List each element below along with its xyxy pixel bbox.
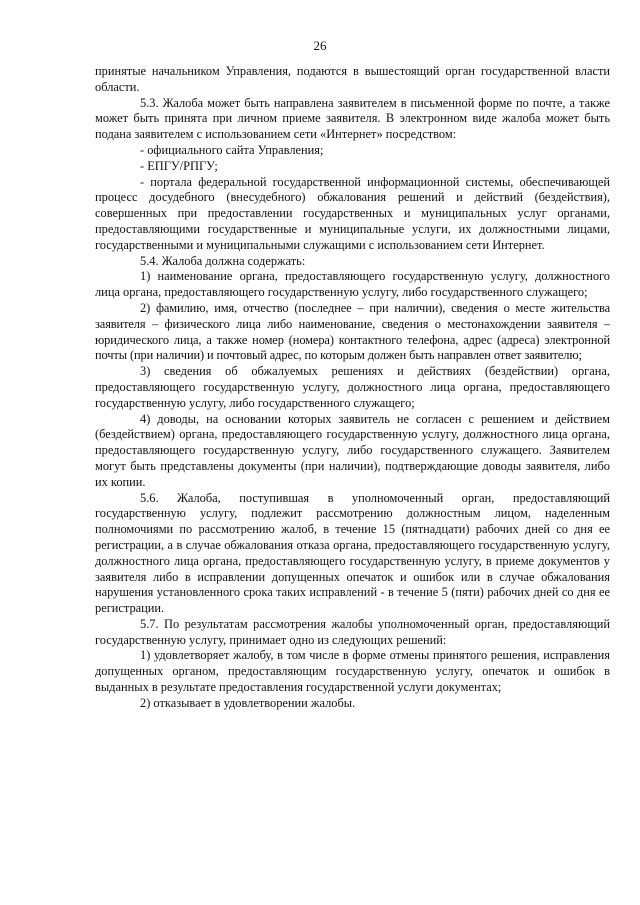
list-item-4-arguments: 4) доводы, на основании которых заявитель не согласен с решением и действием (бездействием) органа, предоставляющего государственную услугу, должностного лица органа, предоставляющего государственную услугу, либо государственного служащего. Заявителем могут быть представлены документы (при наличии), подтверждающие доводы заявителя, либо их копии.	[95, 411, 610, 489]
list-item-1-authority-name: 1) наименование органа, предоставляющего государственную услугу, должностного лица органа, предоставляющего государственную услугу, либо государственного служащего;	[95, 269, 610, 300]
list-item-official-site: - официального сайта Управления;	[140, 142, 324, 157]
list-item-2-applicant-details: 2) фамилию, имя, отчество (последнее – при наличии), сведения о месте жительства заявителя – физического лица либо наименование, сведения о местонахождении заявителя – юридического лица, а также номер (номера) контактного телефона, адрес (адреса) электронной почты (при наличии) и почтовый адрес, по которым должен быть направлен ответ заявителю;	[95, 300, 610, 363]
document-body	[95, 64, 610, 712]
paragraph-continuation: принятые начальником Управления, подаются в вышестоящий орган государственной власти области.	[95, 64, 610, 94]
page-number: 26	[313, 38, 327, 53]
paragraph-5-7: 5.7. По результатам рассмотрения жалобы уполномоченный орган, предоставляющий государственную услугу, принимает одно из следующих решений:	[95, 616, 610, 647]
paragraph-5-3: 5.3. Жалоба может быть направлена заявителем в письменной форме по почте, а также может быть принята при личном приеме заявителя. В электронном виде жалоба может быть подана заявителем с использованием сети «Интернет» посредством:	[95, 95, 610, 142]
paragraph-5-6: 5.6. Жалоба, поступившая в уполномоченный орган, предоставляющий государственную услугу, подлежит рассмотрению должностным лицом, наделенным полномочиями по рассмотрению жалоб, в течение 15 (пятнадцати) рабочих дней со дня ее регистрации, а в случае обжалования отказа органа, предоставляющего государственную услугу, должностного лица органа, предоставляющего государственную услугу, в приеме документов у заявителя либо в исправлении допущенных опечаток и ошибок или в случае обжалования нарушения установленного срока таких исправлений - в течение 5 (пяти) рабочих дней со дня ее регистрации.	[95, 490, 610, 616]
list-item-federal-portal: - портала федеральной государственной информационной системы, обеспечивающей процесс досудебного (внесудебного) обжалования решений и действий (бездействия), совершенных при предоставлении государственных и муниципальных услуг органами, предоставляющими государственные и муниципальные услуги, их должностными лицами, государственными и муниципальными служащими с использованием сети Интернет.	[95, 174, 610, 252]
list-item-satisfy-complaint: 1) удовлетворяет жалобу, в том числе в форме отмены принятого решения, исправления допущенных органом, предоставляющим государственную услугу, опечаток и ошибок в выданных в результате предоставления государственной услуги документах;	[95, 648, 610, 695]
paragraph-5-4: 5.4. Жалоба должна содержать:	[140, 253, 306, 268]
list-item-3-appealed-decisions: 3) сведения об обжалуемых решениях и действиях (бездействии) органа, предоставляющего государственную услугу, должностного лица органа, предоставляющего государственную услугу, либо государственного служащего;	[95, 364, 610, 410]
list-item-epgu: - ЕПГУ/РПГУ;	[140, 158, 218, 173]
list-item-refuse-complaint: 2) отказывает в удовлетворении жалобы.	[140, 695, 356, 710]
